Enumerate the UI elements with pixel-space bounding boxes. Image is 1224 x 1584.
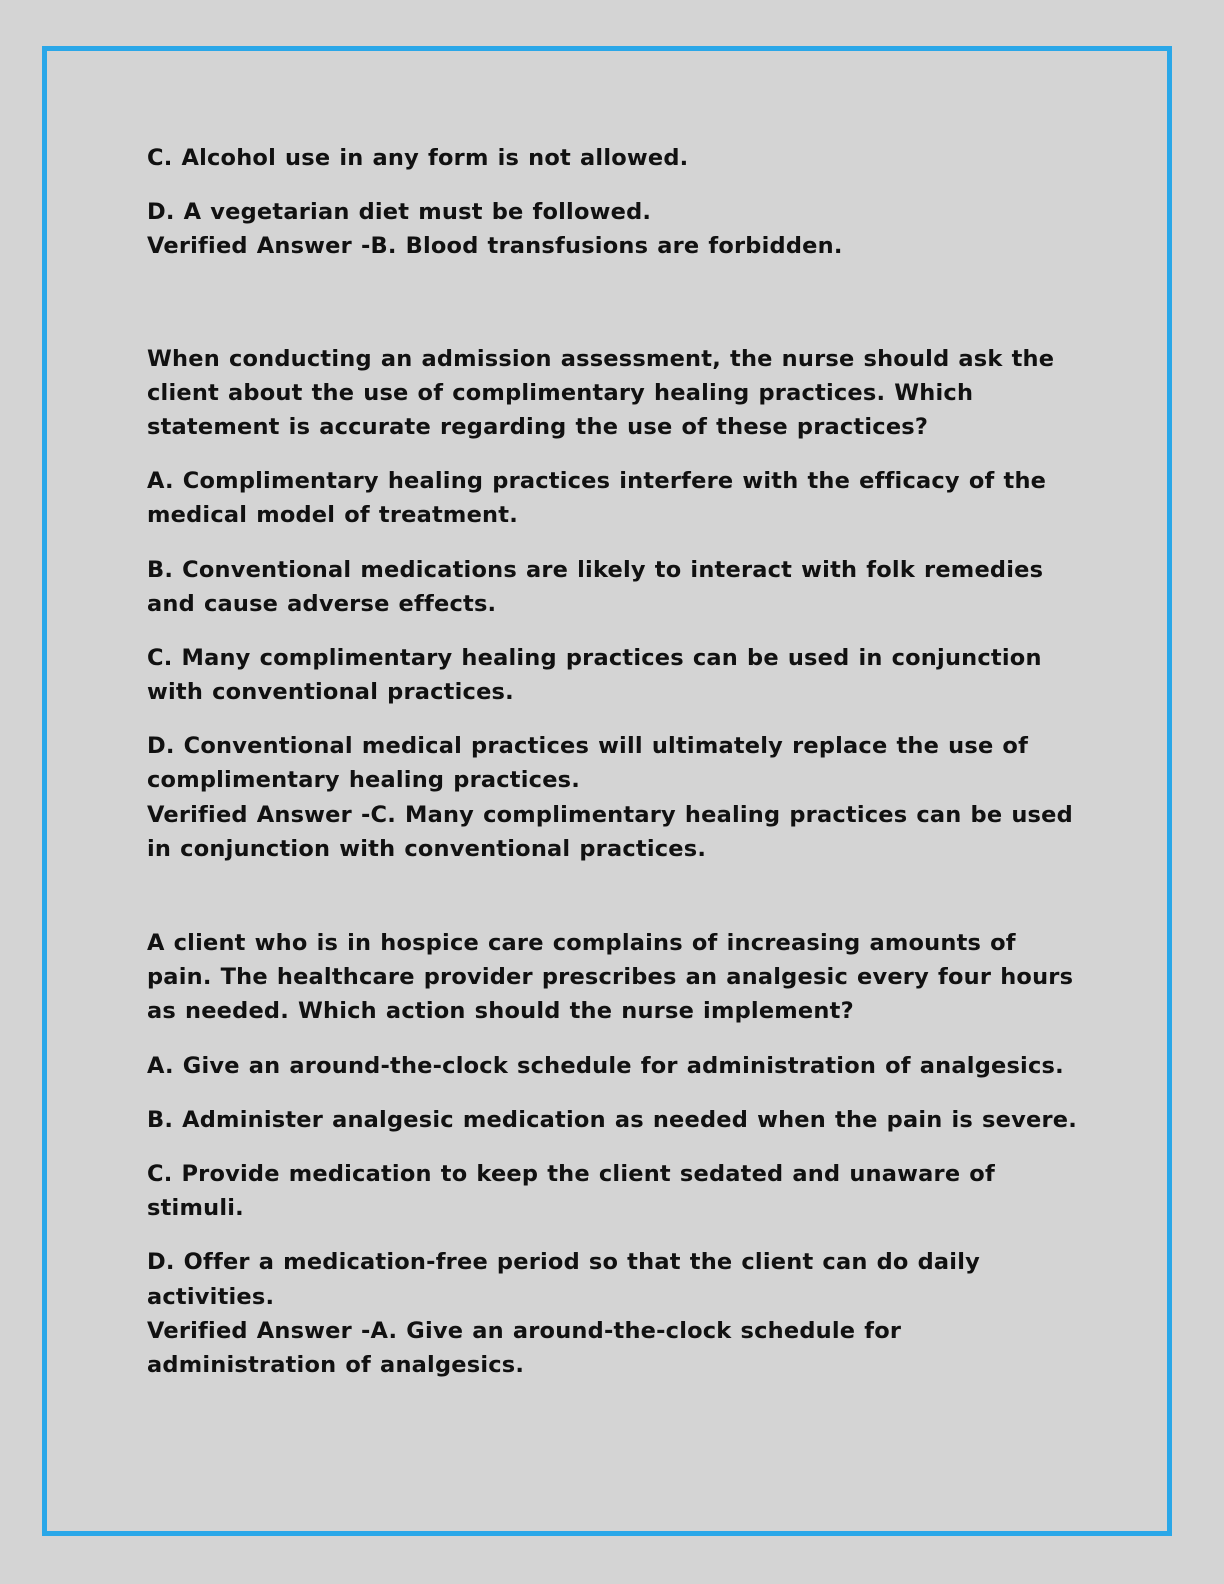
- block-spacer-2: [147, 886, 1077, 926]
- question-stem-q3: A client who is in hospice care complains of increasing amounts of pain. The healthcare provider prescribes an analgesic every four hours as needed. Which action should the nurse implement?: [147, 930, 1074, 1025]
- verified-answer-q2: Verified Answer -C. Many complimentary healing practices can be used in conjunction with conventional practices.: [147, 801, 1073, 862]
- document-page: [42, 46, 1172, 1536]
- option-a-q3: A. Give an around-the-clock schedule for administration of analgesics.: [147, 1052, 1064, 1079]
- option-c-q2: C. Many complimentary healing practices can be used in conjunction with conventional practices.: [147, 644, 1042, 706]
- option-a-q2: A. Complimentary healing practices interfere with the efficacy of the medical model of treatment.: [147, 468, 1047, 529]
- question-block-3: [147, 926, 1077, 1382]
- option-b-q3: B. Administer analgesic medication as needed when the pain is severe.: [147, 1106, 1077, 1133]
- verified-answer-q3: Verified Answer -A. Give an around-the-clock schedule for administration of analgesics.: [147, 1317, 902, 1378]
- question-block-1: [147, 141, 1077, 264]
- question-block-2: [147, 342, 1077, 866]
- verified-answer-q1: Verified Answer -B. Blood transfusions are forbidden.: [147, 233, 843, 260]
- option-c-q3: C. Provide medication to keep the client sedated and unaware of stimuli.: [147, 1160, 995, 1222]
- option-d-q2: D. Conventional medical practices will ultimately replace the use of complimentary healing practices.: [147, 733, 1029, 794]
- option-d-q1: D. A vegetarian diet must be followed.: [147, 199, 652, 226]
- option-b-q2: B. Conventional medications are likely to interact with folk remedies and cause adverse effects.: [147, 556, 1044, 617]
- option-c-q1: C. Alcohol use in any form is not allowed.: [147, 145, 689, 171]
- option-d-q3: D. Offer a medication-free period so that the client can do daily activities.: [147, 1249, 980, 1310]
- document-content: [147, 141, 1077, 1402]
- block-spacer-1: [147, 284, 1077, 342]
- question-stem-q2: When conducting an admission assessment, the nurse should ask the client about the use of complimentary healing practices. Which statement is accurate regarding the use of these practices?: [147, 345, 1055, 440]
